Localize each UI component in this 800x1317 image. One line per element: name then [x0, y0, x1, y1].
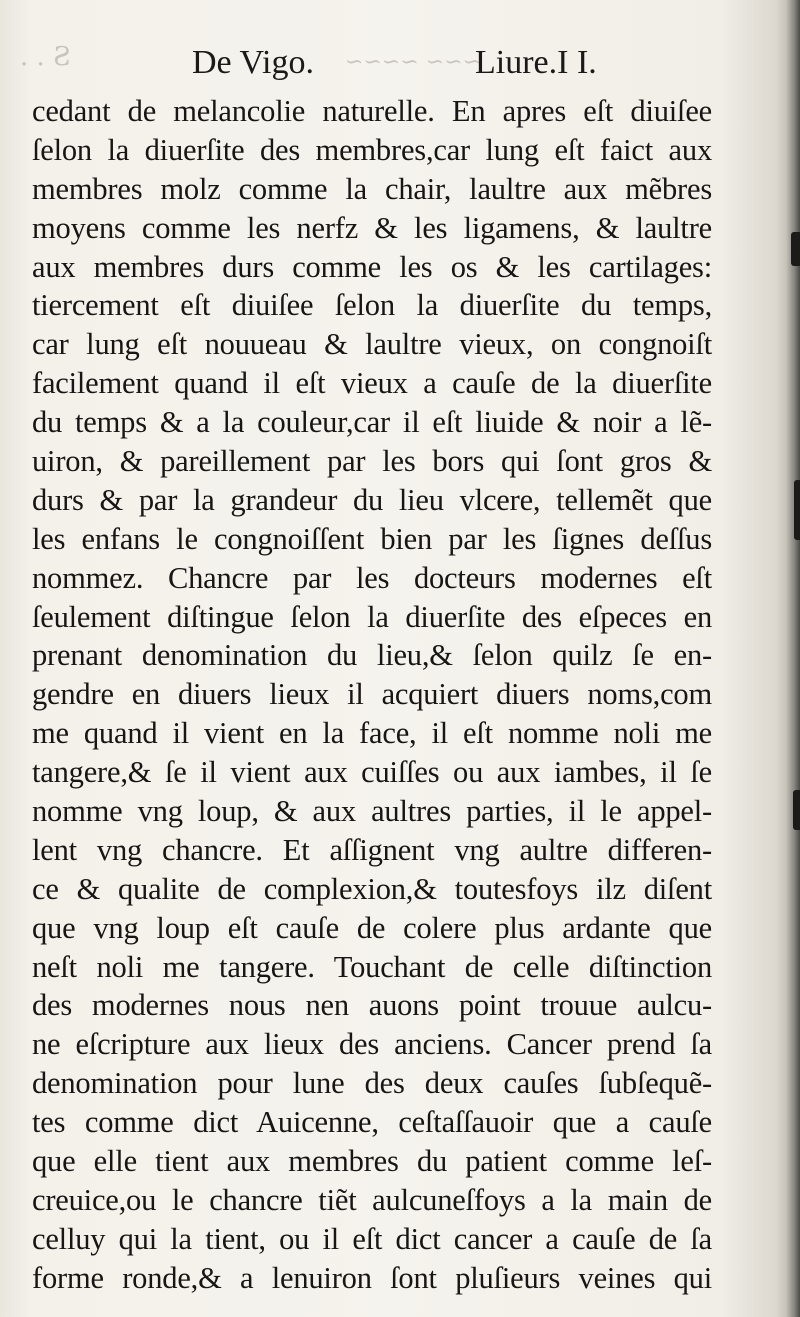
text-line: facilement quand il eſt vieux a cauſe de la diuerſite: [32, 366, 712, 401]
text-line: ne eſcripture aux lieux des anciens. Cancer prend ſa: [32, 1027, 712, 1062]
text-line: nommez. Chancre par les docteurs modernes eſt: [32, 560, 712, 595]
text-line: que elle tient aux membres du patient comme leſ-: [32, 1144, 712, 1179]
text-line: aux membres durs comme les os & les cartilages:: [32, 249, 712, 284]
text-line: durs & par la grandeur du lieu vlcere, tellemẽt que: [32, 482, 712, 517]
text-line: cedant de melancolie naturelle. En apres eſt diuiſee: [32, 94, 712, 128]
text-line: gendre en diuers lieux il acquiert diuers noms,com: [32, 677, 712, 712]
text-line: des modernes nous nen auons point trouue aulcu-: [32, 988, 712, 1023]
page-edge-mark: [794, 480, 800, 540]
text-line: me quand il vient en la face, il eſt nomme noli me: [32, 716, 712, 751]
text-line: ce & qualite de complexion,& toutesfoys ilz diſent: [32, 871, 712, 906]
text-line: du temps & a la couleur,car il eſt liuide & noir a lẽ-: [32, 405, 712, 440]
bleed-through-text: ~~~ ~~~~: [345, 50, 482, 75]
text-line: prenant denomination du lieu,& ſelon quilz ſe en-: [32, 638, 712, 673]
text-line: lent vng chancre. Et aſſignent vng aultre differen-: [32, 832, 712, 867]
text-line: tiercement eſt diuiſee ſelon la diuerſite du temps,: [32, 288, 712, 323]
text-line: uiron, & pareillement par les bors qui ſont gros &: [32, 444, 712, 479]
text-line: denomination pour lune des deux cauſes ſubſequẽ-: [32, 1066, 712, 1101]
bleed-through-text: S . .: [20, 42, 71, 72]
text-line: les enfans le congnoiſſent bien par les ſignes deſſus: [32, 521, 712, 556]
text-line: membres molz comme la chair, laultre aux mẽbres: [32, 171, 712, 206]
page-header: [0, 44, 800, 88]
running-head: De Vigo.: [192, 44, 314, 81]
text-line: creuice,ou le chancre tiẽt aulcuneſfoys a la main de: [32, 1182, 712, 1217]
body-text: [32, 92, 712, 1298]
text-line: neſt noli me tangere. Touchant de celle diſtinction: [32, 949, 712, 984]
text-line: nomme vng loup, & aux aultres parties, il le appel-: [32, 794, 712, 829]
text-line: que vng loup eſt cauſe de colere plus ardante que: [32, 910, 712, 945]
text-line: tangere,& ſe il vient aux cuiſſes ou aux iambes, il ſe: [32, 755, 712, 790]
page-edge-mark: [793, 790, 800, 830]
book-label: Liure.I I.: [475, 44, 597, 81]
page-edge-mark: [791, 232, 800, 266]
text-line: moyens comme les nerfz & les ligamens, & laultre: [32, 210, 712, 245]
text-line: ſeulement diſtingue ſelon la diuerſite des eſpeces en: [32, 599, 712, 634]
text-line: ſelon la diuerſite des membres,car lung eſt faict aux: [32, 132, 712, 167]
text-line: celluy qui la tient, ou il eſt dict cancer a cauſe de ſa: [32, 1221, 712, 1256]
text-line: forme ronde,& a lenuiron ſont pluſieurs veines qui: [32, 1260, 712, 1295]
text-line: car lung eſt nouueau & laultre vieux, on congnoiſt: [32, 327, 712, 362]
text-line: tes comme dict Auicenne, ceſtaſſauoir que a cauſe: [32, 1105, 712, 1140]
page-edge-shadow: [786, 0, 800, 1317]
